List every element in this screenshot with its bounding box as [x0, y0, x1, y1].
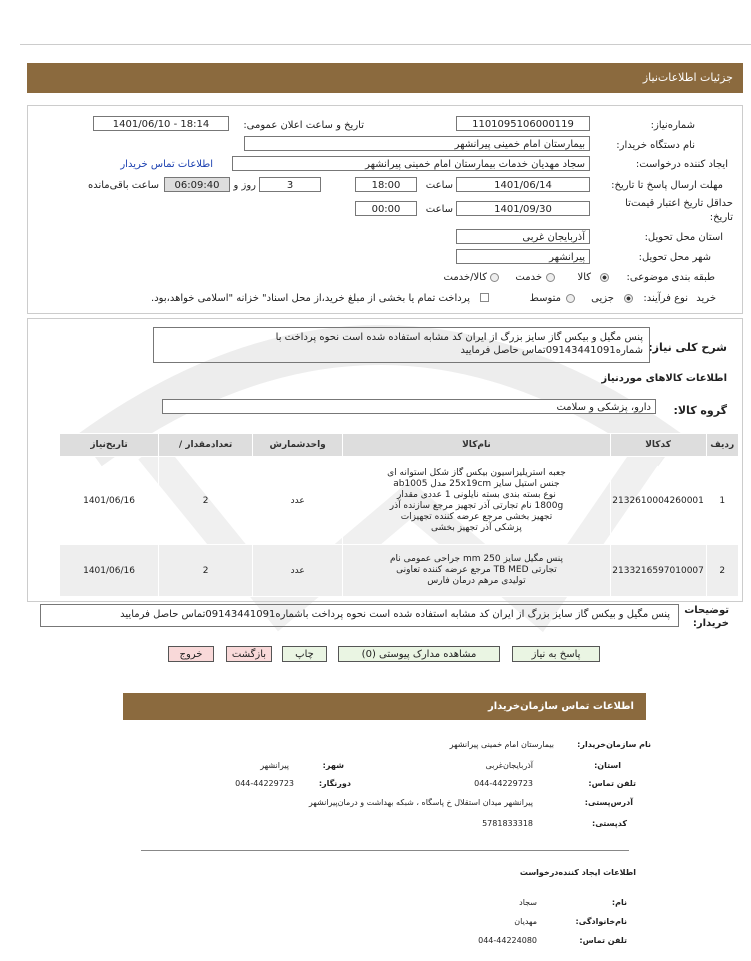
creator-last-name-value: مهدیان	[514, 917, 537, 926]
row-number: 1	[706, 457, 738, 545]
contact-province-value: آذربایجان‌غربی	[485, 761, 533, 770]
row-date: 1401/06/16	[60, 545, 159, 597]
payment-note: پرداخت تمام یا بخشی از مبلغ خرید،از محل اسناد" خزانه "اسلامی خواهد،بود.	[151, 293, 470, 304]
exit-button[interactable]: خروج	[168, 646, 214, 662]
validity-hour-label: ساعت	[425, 204, 453, 215]
row-code: 2132610004260001	[610, 457, 706, 545]
row-name-text: جعبه استریلیزاسیون بیکس گاز شکل استوانه ای جنس استیل سایز 25x19cm مدل ab1005 نوع بسته بندی بسته نایلونی 1 عددی مقدار 1800g نام تجارتی آذر تجهیز مرجع سازنده آذر تجهیز بخشی مرجع عرضه کننده تجهیزات پزشکی آذر تجهیز بخشی	[387, 467, 566, 533]
process-radio-medium[interactable]	[566, 294, 575, 303]
category-radio-both[interactable]	[490, 273, 499, 282]
row-code: 2133216597010007	[610, 545, 706, 597]
deadline-time-field: 18:00	[355, 177, 417, 192]
creator-phone-value: 044-44224080	[478, 936, 537, 945]
row-number: 2	[706, 545, 738, 597]
print-button[interactable]: چاپ	[282, 646, 327, 662]
process-radio-minor[interactable]	[624, 294, 633, 303]
province-label: استان محل تحویل:	[644, 232, 723, 243]
col-code: کدکالا	[610, 434, 706, 457]
need-number-label: شماره‌نیاز:	[650, 120, 695, 131]
contact-address-label: آدرس‌پستی:	[584, 798, 633, 807]
row-qty: 2	[159, 545, 253, 597]
row-qty: 2	[159, 457, 253, 545]
creator-first-name-label: نام:	[611, 898, 627, 907]
col-row: ردیف	[706, 434, 738, 457]
description-box	[153, 327, 650, 363]
attachments-button[interactable]: مشاهده مدارک پیوستی (0)	[338, 646, 500, 662]
creator-last-name-label: نام‌خانوادگی:	[575, 917, 627, 926]
province-field: آذربایجان غربی	[456, 229, 590, 244]
contact-city-label: شهر:	[322, 761, 344, 770]
deadline-date-field: 1401/06/14	[456, 177, 590, 192]
validity-date-field: 1401/09/30	[456, 201, 590, 216]
col-date: تاریخ‌نیاز	[60, 434, 159, 457]
buyer-label: نام دستگاه‌ خریدار:	[616, 140, 695, 151]
min-validity-label: حداقل تاریخ اعتبار قیمت‌تا تاریخ:	[625, 198, 733, 223]
reply-button[interactable]: پاسخ به نیاز	[512, 646, 600, 662]
page-header	[27, 63, 743, 93]
category-option-goods: کالا	[577, 272, 591, 283]
table-row	[60, 457, 739, 545]
top-divider	[20, 44, 751, 45]
remaining-label: ساعت باقی‌مانده	[87, 180, 159, 191]
creator-first-name-value: سجاد	[519, 898, 537, 907]
buyer-note-box	[40, 604, 679, 627]
category-option-service: خدمت	[515, 272, 542, 283]
need-number-field: 1101095106000119	[456, 116, 590, 131]
page-header-title: جزئیات اطلاعات‌نیاز	[642, 71, 733, 84]
city-label: شهر محل تحویل:	[638, 252, 711, 263]
description-label: شرح کلی نیاز:	[648, 341, 727, 354]
remaining-time-field: 06:09:40	[164, 177, 230, 192]
process-option-medium: متوسط	[529, 293, 561, 304]
announce-label: تاریخ و ساعت اعلان عمومی:	[243, 120, 364, 131]
contact-postal-value: 5781833318	[482, 819, 533, 828]
contact-phone-value: 044-44229723	[474, 779, 533, 788]
row-name-text: پنس مگیل سایز 250 mm جراحی عمومی نام تجارتی TB MED مرجع عرضه کننده تعاونی تولیدی مرهم درمان فارس	[389, 554, 563, 586]
goods-table	[59, 433, 739, 597]
contact-phone-label: تلفن تماس:	[588, 779, 636, 788]
back-button[interactable]: بازگشت	[226, 646, 272, 662]
contact-province-label: استان:	[594, 761, 621, 770]
category-radio-service[interactable]	[546, 273, 555, 282]
deadline-hour-label: ساعت	[425, 180, 453, 191]
row-date: 1401/06/16	[60, 457, 159, 545]
days-field: 3	[259, 177, 321, 192]
contact-address-value: پیرانشهر میدان استقلال خ پاسگاه ، شبکه بهداشت و درمان‌پیرانشهر	[308, 798, 533, 807]
goods-group-label: گروه کالا:	[673, 404, 727, 417]
col-unit: واحدشمارش	[253, 434, 343, 457]
row-unit: عدد	[253, 545, 343, 597]
row-name	[343, 457, 610, 545]
deadline-label: مهلت ارسال پاسخ تا تاریخ:	[611, 180, 723, 191]
category-radio-goods[interactable]	[600, 273, 609, 282]
contact-fax-value: 044-44229723	[235, 779, 294, 788]
table-row	[60, 545, 739, 597]
buyer-note-label: توضیحات خریدار:	[684, 605, 729, 629]
creator-field: سجاد مهدیان خدمات بیمارستان امام خمینی پیرانشهر	[232, 156, 590, 171]
validity-time-field: 00:00	[355, 201, 417, 216]
category-option-both: کالا/خدمت	[443, 272, 487, 283]
description-text: پنس مگیل و بیکس گاز سایز بزرگ از ایران کد مشابه استفاده شده است نحوه پرداخت با شماره09143441091تماس حاصل فرمایید	[275, 332, 643, 356]
row-unit: عدد	[253, 457, 343, 545]
buyer-field: بیمارستان امام خمینی پیرانشهر	[244, 136, 590, 151]
col-name: نام‌کالا	[343, 434, 610, 457]
contact-org-value: بیمارستان امام خمینی پیرانشهر	[449, 740, 554, 749]
contact-postal-label: کدپستی:	[592, 819, 627, 828]
contact-city-value: پیرانشهر	[260, 761, 289, 770]
goods-table-header	[60, 434, 739, 457]
process-buy: خرید	[696, 293, 716, 304]
contact-section-header	[123, 693, 646, 720]
creator-phone-label: تلفن تماس:	[579, 936, 627, 945]
buyer-contact-link[interactable]: اطلاعات تماس خریدار	[120, 159, 213, 170]
category-label: طبقه بندی موضوعی:	[626, 272, 715, 283]
contact-org-label: نام سازمان‌خریدار:	[577, 740, 651, 749]
goods-section-title: اطلاعات کالاهای موردنیاز	[601, 373, 727, 384]
contact-divider	[141, 850, 629, 851]
goods-group-field: دارو، پزشکی و سلامت	[162, 399, 656, 414]
city-field: پیرانشهر	[456, 249, 590, 264]
creator-label: ایجاد کننده درخواست:	[635, 159, 728, 170]
contact-fax-label: دورنگار:	[318, 779, 351, 788]
creator-section-title: اطلاعات ایجاد کننده‌درخواست	[519, 868, 636, 877]
process-option-minor: جزیی	[591, 293, 614, 304]
contact-section-title: اطلاعات تماس سازمان‌خریدار	[487, 701, 634, 712]
announce-field: 1401/06/10 - 18:14	[93, 116, 229, 131]
row-name	[343, 545, 610, 597]
treasury-checkbox[interactable]	[480, 293, 489, 302]
process-label: نوع فرآیند:	[643, 293, 688, 304]
col-qty: تعدادمقدار /	[159, 434, 253, 457]
buyer-note-text: پنس مگیل و بیکس گاز سایز بزرگ از ایران کد مشابه استفاده شده است نحوه پرداخت باشماره09143441091تماس حاصل فرمایید	[120, 609, 670, 620]
days-label: روز و	[233, 180, 256, 191]
